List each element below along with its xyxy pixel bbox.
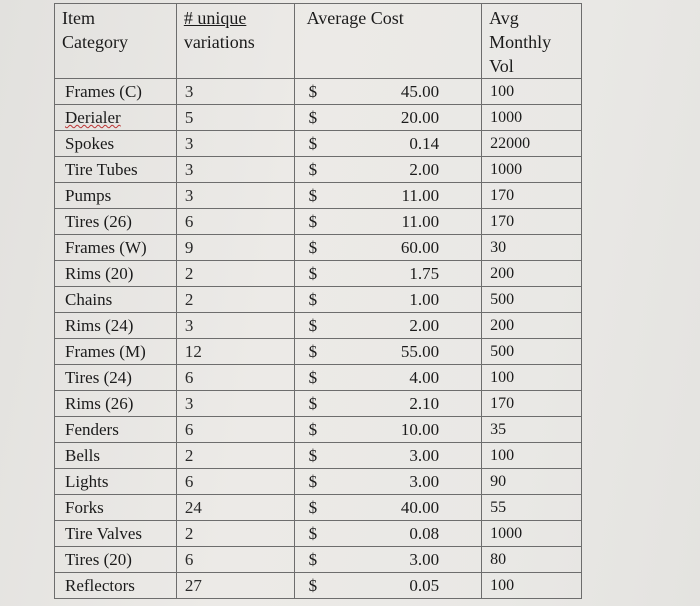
header-avg-monthly-vol: Avg Monthly Vol: [482, 4, 582, 79]
cell-avg-monthly-vol: 22000: [482, 131, 582, 157]
table-row: [55, 573, 582, 599]
table-row: [55, 391, 582, 417]
cell-avg-monthly-vol: 1000: [482, 157, 582, 183]
cost-amount: 55.00: [400, 342, 440, 361]
cell-avg-monthly-vol: 200: [482, 261, 582, 287]
cell-unique-variations: 3: [176, 79, 294, 105]
cell-average-cost: [294, 287, 481, 313]
cell-average-cost: [294, 391, 481, 417]
table-row: [55, 417, 582, 443]
cell-unique-variations: 2: [176, 521, 294, 547]
currency-symbol: $: [308, 264, 318, 283]
header-unique-variations: # unique variations: [176, 4, 294, 79]
cell-item-category: Tires (24): [55, 365, 177, 391]
table-row: [55, 521, 582, 547]
cell-unique-variations: 2: [176, 287, 294, 313]
header-item-category: Item Category: [55, 4, 177, 79]
header-average-cost: Average Cost: [294, 4, 481, 79]
cell-unique-variations: 6: [176, 547, 294, 573]
cell-avg-monthly-vol: 90: [482, 469, 582, 495]
cost-amount: 11.00: [401, 186, 440, 205]
cell-unique-variations: 6: [176, 417, 294, 443]
cell-unique-variations: 27: [176, 573, 294, 599]
cell-unique-variations: 3: [176, 183, 294, 209]
cost-amount: 1.75: [409, 264, 440, 283]
cost-amount: 0.05: [409, 576, 440, 595]
cell-item-category: Spokes: [55, 131, 177, 157]
cell-unique-variations: 3: [176, 157, 294, 183]
cell-unique-variations: 2: [176, 261, 294, 287]
cell-item-category: Frames (M): [55, 339, 177, 365]
cell-unique-variations: 5: [176, 105, 294, 131]
cell-avg-monthly-vol: 100: [482, 79, 582, 105]
cell-avg-monthly-vol: 170: [482, 391, 582, 417]
cell-avg-monthly-vol: 500: [482, 339, 582, 365]
cost-amount: 20.00: [400, 108, 440, 127]
cell-average-cost: [294, 261, 481, 287]
cell-avg-monthly-vol: 30: [482, 235, 582, 261]
cell-average-cost: [294, 443, 481, 469]
cost-amount: 45.00: [400, 82, 440, 101]
currency-symbol: $: [308, 550, 318, 569]
currency-symbol: $: [308, 316, 318, 335]
cell-item-category: Rims (20): [55, 261, 177, 287]
currency-symbol: $: [308, 472, 318, 491]
table-row: [55, 287, 582, 313]
cell-avg-monthly-vol: 200: [482, 313, 582, 339]
currency-symbol: $: [308, 368, 318, 387]
currency-symbol: $: [308, 160, 318, 179]
cost-amount: 3.00: [409, 446, 440, 465]
table-row: [55, 105, 582, 131]
currency-symbol: $: [308, 576, 318, 595]
cost-amount: 0.14: [409, 134, 440, 153]
table-row: [55, 157, 582, 183]
cell-avg-monthly-vol: 100: [482, 365, 582, 391]
table-row: [55, 79, 582, 105]
currency-symbol: $: [308, 420, 318, 439]
currency-symbol: $: [308, 108, 318, 127]
cost-amount: 10.00: [400, 420, 440, 439]
cost-amount: 2.00: [409, 160, 440, 179]
cell-average-cost: [294, 79, 481, 105]
cell-average-cost: [294, 417, 481, 443]
cell-unique-variations: 24: [176, 495, 294, 521]
cell-item-category: Chains: [55, 287, 177, 313]
cell-item-category: Tire Tubes: [55, 157, 177, 183]
cell-unique-variations: 6: [176, 209, 294, 235]
table-row: [55, 261, 582, 287]
cell-unique-variations: 6: [176, 365, 294, 391]
currency-symbol: $: [308, 212, 318, 231]
cost-amount: 3.00: [409, 472, 440, 491]
cell-average-cost: [294, 521, 481, 547]
header-row: [55, 4, 582, 79]
cell-item-category: Tires (26): [55, 209, 177, 235]
cell-unique-variations: 3: [176, 391, 294, 417]
currency-symbol: $: [308, 134, 318, 153]
cell-unique-variations: 3: [176, 313, 294, 339]
cell-item-category: Frames (W): [55, 235, 177, 261]
cell-item-category: Forks: [55, 495, 177, 521]
currency-symbol: $: [308, 186, 318, 205]
cell-average-cost: [294, 339, 481, 365]
cost-amount: 2.00: [409, 316, 440, 335]
cell-item-category: Frames (C): [55, 79, 177, 105]
cell-avg-monthly-vol: 1000: [482, 105, 582, 131]
cell-avg-monthly-vol: 55: [482, 495, 582, 521]
cell-item-category: Tires (20): [55, 547, 177, 573]
cell-item-category: Fenders: [55, 417, 177, 443]
cell-unique-variations: 9: [176, 235, 294, 261]
currency-symbol: $: [308, 290, 318, 309]
cost-amount: 40.00: [400, 498, 440, 517]
cell-unique-variations: 6: [176, 469, 294, 495]
cost-amount: 2.10: [409, 394, 440, 413]
table-row: [55, 131, 582, 157]
cell-average-cost: [294, 131, 481, 157]
table-row: [55, 495, 582, 521]
cell-avg-monthly-vol: 100: [482, 573, 582, 599]
cell-average-cost: [294, 105, 481, 131]
cost-amount: 0.08: [409, 524, 440, 543]
table-row: [55, 183, 582, 209]
table-row: [55, 209, 582, 235]
cell-item-category: Pumps: [55, 183, 177, 209]
cell-avg-monthly-vol: 35: [482, 417, 582, 443]
currency-symbol: $: [308, 342, 318, 361]
table-row: [55, 339, 582, 365]
currency-symbol: $: [308, 446, 318, 465]
cost-amount: 60.00: [400, 238, 440, 257]
currency-symbol: $: [308, 82, 318, 101]
cost-amount: 1.00: [409, 290, 440, 309]
cell-unique-variations: 12: [176, 339, 294, 365]
cell-average-cost: [294, 313, 481, 339]
cell-average-cost: [294, 157, 481, 183]
cell-item-category: Rims (24): [55, 313, 177, 339]
cell-item-category: Derialer: [55, 105, 177, 131]
cell-average-cost: [294, 183, 481, 209]
cell-average-cost: [294, 235, 481, 261]
cell-average-cost: [294, 547, 481, 573]
cell-average-cost: [294, 573, 481, 599]
cell-avg-monthly-vol: 170: [482, 183, 582, 209]
cell-avg-monthly-vol: 170: [482, 209, 582, 235]
cell-avg-monthly-vol: 500: [482, 287, 582, 313]
currency-symbol: $: [308, 238, 318, 257]
table-row: [55, 469, 582, 495]
cost-amount: 11.00: [401, 212, 440, 231]
cell-item-category: Reflectors: [55, 573, 177, 599]
currency-symbol: $: [308, 524, 318, 543]
table-row: [55, 365, 582, 391]
cost-amount: 3.00: [409, 550, 440, 569]
cell-average-cost: [294, 209, 481, 235]
cell-item-category: Lights: [55, 469, 177, 495]
cell-avg-monthly-vol: 80: [482, 547, 582, 573]
table-row: [55, 547, 582, 573]
cell-avg-monthly-vol: 100: [482, 443, 582, 469]
table-row: [55, 443, 582, 469]
cell-average-cost: [294, 365, 481, 391]
cell-average-cost: [294, 495, 481, 521]
currency-symbol: $: [308, 498, 318, 517]
table-body: [55, 79, 582, 599]
currency-symbol: $: [308, 394, 318, 413]
cell-item-category: Bells: [55, 443, 177, 469]
cell-unique-variations: 2: [176, 443, 294, 469]
cost-amount: 4.00: [409, 368, 440, 387]
cell-item-category: Tire Valves: [55, 521, 177, 547]
inventory-table: [54, 3, 582, 599]
cell-unique-variations: 3: [176, 131, 294, 157]
table-row: [55, 313, 582, 339]
table-row: [55, 235, 582, 261]
cell-average-cost: [294, 469, 481, 495]
cell-item-category: Rims (26): [55, 391, 177, 417]
cell-avg-monthly-vol: 1000: [482, 521, 582, 547]
